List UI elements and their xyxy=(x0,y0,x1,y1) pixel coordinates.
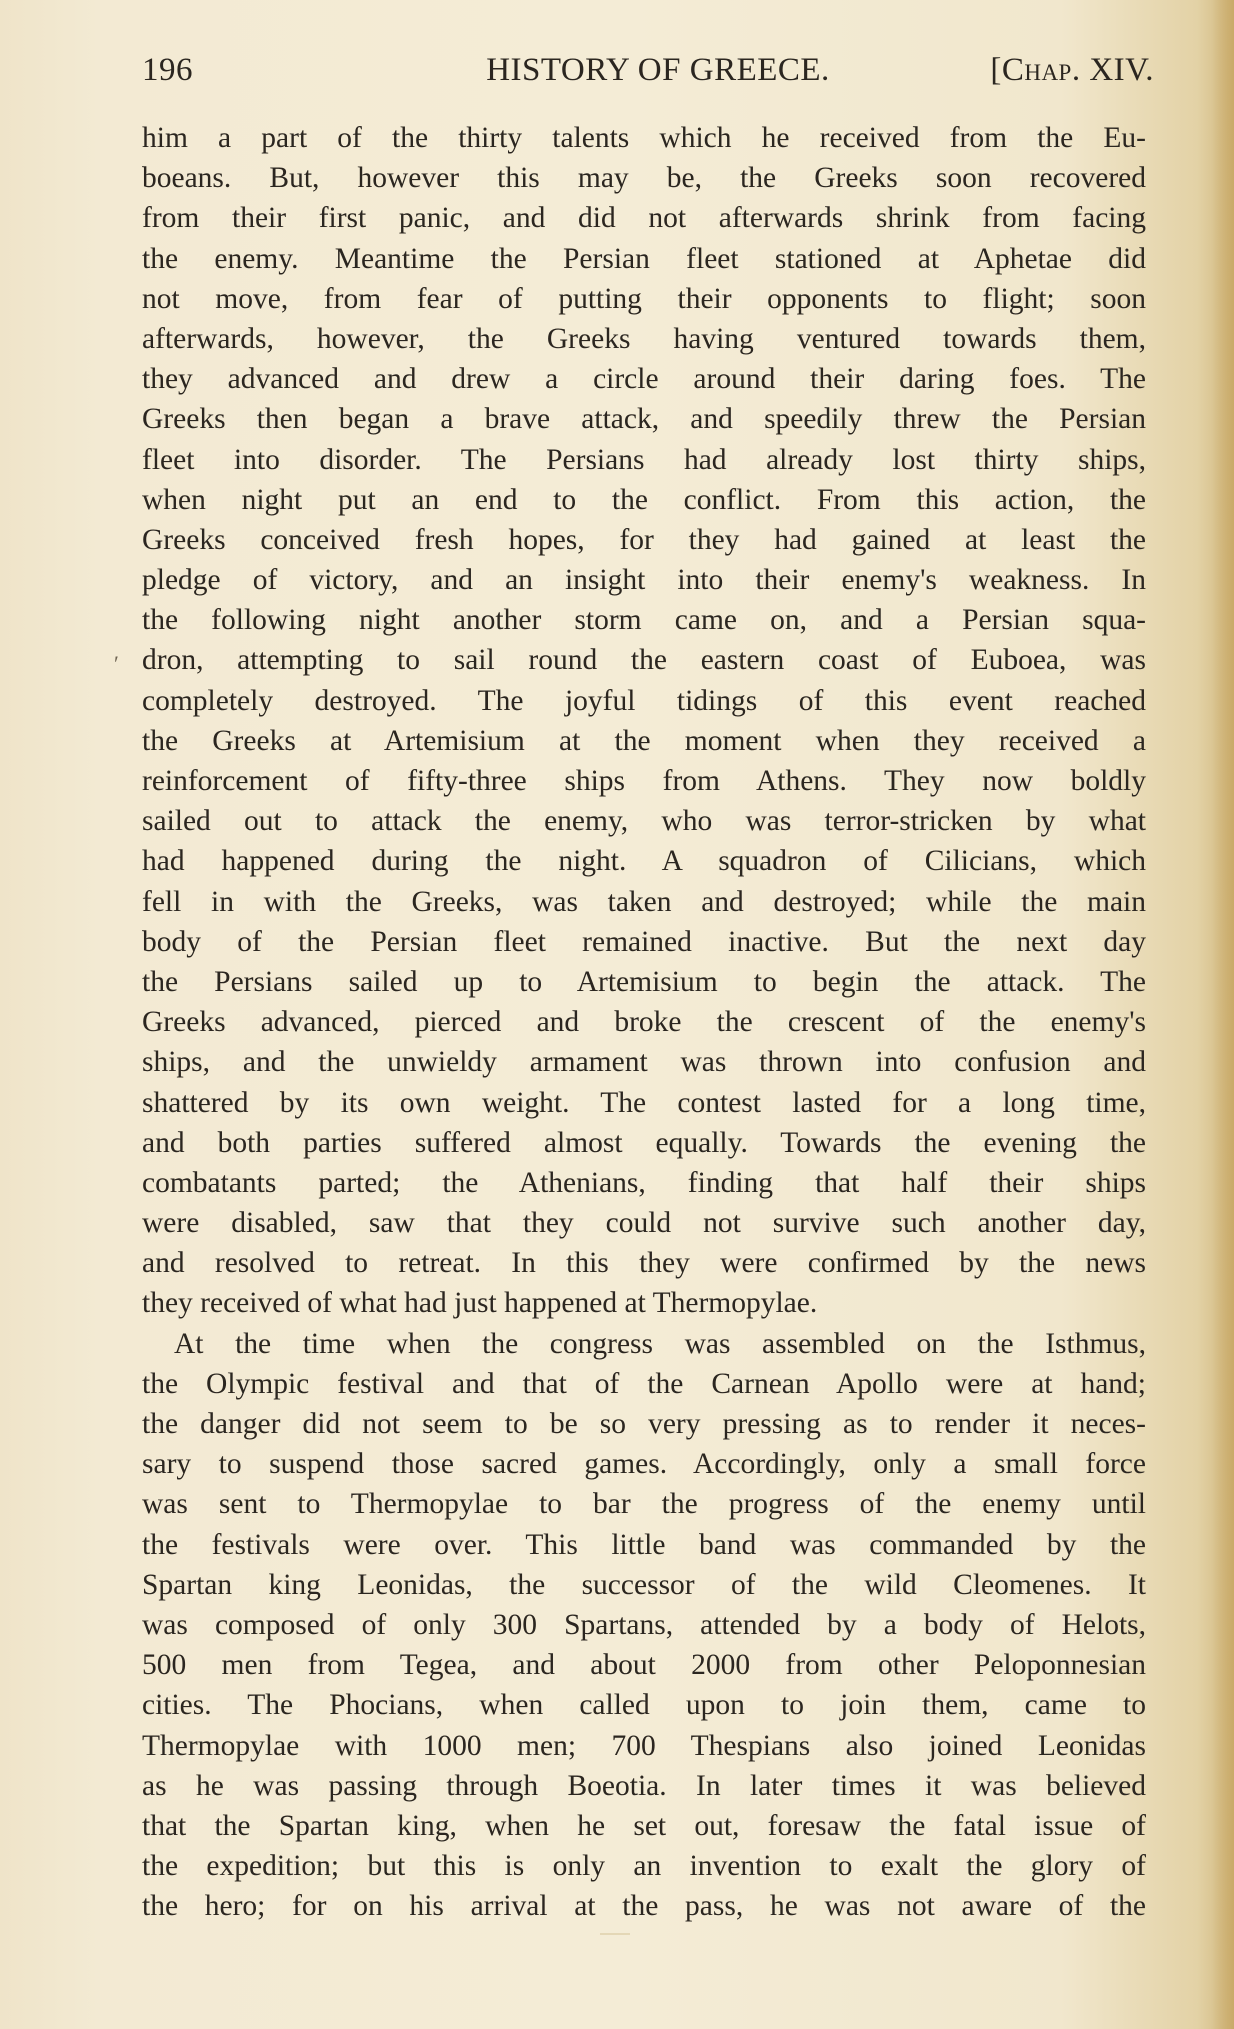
text-line: fleet into disorder. The Persians had already lost thirty ships, xyxy=(142,443,1146,476)
text-line: the hero; for on his arrival at the pass, he was not aware of the xyxy=(142,1890,1146,1923)
running-head xyxy=(142,48,1154,92)
text-line: and both parties suffered almost equally. Towards the evening the xyxy=(142,1126,1146,1159)
text-line: reinforcement of fifty-three ships from Athens. They now boldly xyxy=(142,765,1146,797)
chapter-number: Chap. XIV. xyxy=(1001,52,1154,88)
text-line: cities. The Phocians, when called upon to join them, came to xyxy=(142,1689,1146,1722)
text-line: had happened during the night. A squadron of Cilicians, which xyxy=(142,845,1146,878)
text-line: boeans. But, however this may be, the Greeks soon recovered xyxy=(142,162,1146,195)
text-line: was composed of only 300 Spartans, attended by a body of Helots, xyxy=(142,1608,1146,1641)
text-line: Greeks conceived fresh hopes, for they had gained at least the xyxy=(142,523,1146,556)
text-line: shattered by its own weight. The contest lasted for a long time, xyxy=(142,1086,1146,1119)
text-line: Thermopylae with 1000 men; 700 Thespians also joined Leonidas xyxy=(142,1729,1146,1762)
text-line: the expedition; but this is only an invention to exalt the glory of xyxy=(142,1850,1146,1883)
text-line: that the Spartan king, when he set out, foresaw the fatal issue of xyxy=(142,1809,1146,1842)
text-line: not move, from fear of putting their opponents to flight; soon xyxy=(142,282,1146,315)
page-number: 196 xyxy=(142,52,193,88)
text-line: completely destroyed. The joyful tidings of this event reached xyxy=(142,684,1146,717)
text-line: the Persians sailed up to Artemisium to begin the attack. The xyxy=(142,965,1146,998)
text-line: dron, attempting to sail round the eastern coast of Euboea, was xyxy=(142,644,1146,677)
text-line: the Greeks at Artemisium at the moment when they received a xyxy=(142,724,1146,757)
text-line: the Olympic festival and that of the Carnean Apollo were at hand; xyxy=(142,1367,1146,1400)
text-line: sary to suspend those sacred games. Accordingly, only a small force xyxy=(142,1448,1146,1481)
text-line: fell in with the Greeks, was taken and destroyed; while the main xyxy=(142,885,1146,918)
text-line: 500 men from Tegea, and about 2000 from other Peloponnesian xyxy=(142,1649,1146,1682)
text-line: body of the Persian fleet remained inactive. But the next day xyxy=(142,925,1146,958)
paragraph-start-line: At the time when the congress was assembled on the Isthmus, xyxy=(174,1327,1146,1360)
text-line: they advanced and drew a circle around their daring foes. The xyxy=(142,363,1146,396)
text-line: from their first panic, and did not afterwards shrink from facing xyxy=(142,202,1146,235)
text-line: as he was passing through Boeotia. In later times it was believed xyxy=(142,1769,1146,1802)
paragraph-end-line: they received of what had just happened at Thermopylae. xyxy=(142,1287,818,1320)
text-line: the enemy. Meantime the Persian fleet stationed at Aphetae did xyxy=(142,242,1146,275)
text-line: afterwards, however, the Greeks having ventured towards them, xyxy=(142,322,1146,355)
text-line: him a part of the thirty talents which he received from the Eu- xyxy=(142,122,1146,154)
book-title: HISTORY OF GREECE. xyxy=(486,52,830,88)
text-line: was sent to Thermopylae to bar the progress of the enemy until xyxy=(142,1488,1146,1521)
text-line: pledge of victory, and an insight into their enemy's weakness. In xyxy=(142,564,1146,597)
text-line: combatants parted; the Athenians, finding that half their ships xyxy=(142,1166,1146,1199)
text-line: when night put an end to the conflict. From this action, the xyxy=(142,483,1146,516)
page-smudge xyxy=(600,1933,630,1935)
marginal-mark: ′ xyxy=(114,651,119,676)
text-line: Greeks then began a brave attack, and speedily threw the Persian xyxy=(142,403,1146,436)
text-line: sailed out to attack the enemy, who was terror-stricken by what xyxy=(142,805,1146,838)
text-line: the festivals were over. This little band was commanded by the xyxy=(142,1528,1146,1561)
chapter-bracket: [ xyxy=(990,52,1002,88)
text-line: the danger did not seem to be so very pressing as to render it neces- xyxy=(142,1408,1146,1440)
text-line: Spartan king Leonidas, the successor of the wild Cleomenes. It xyxy=(142,1568,1146,1601)
body-text xyxy=(142,118,1146,1926)
chapter-label xyxy=(990,48,1154,92)
text-line: Greeks advanced, pierced and broke the crescent of the enemy's xyxy=(142,1006,1146,1039)
text-line: the following night another storm came on, and a Persian squa- xyxy=(142,604,1146,637)
text-line: and resolved to retreat. In this they were confirmed by the news xyxy=(142,1247,1146,1280)
text-line: ships, and the unwieldy armament was thrown into confusion and xyxy=(142,1046,1146,1079)
text-line: were disabled, saw that they could not survive such another day, xyxy=(142,1207,1146,1240)
